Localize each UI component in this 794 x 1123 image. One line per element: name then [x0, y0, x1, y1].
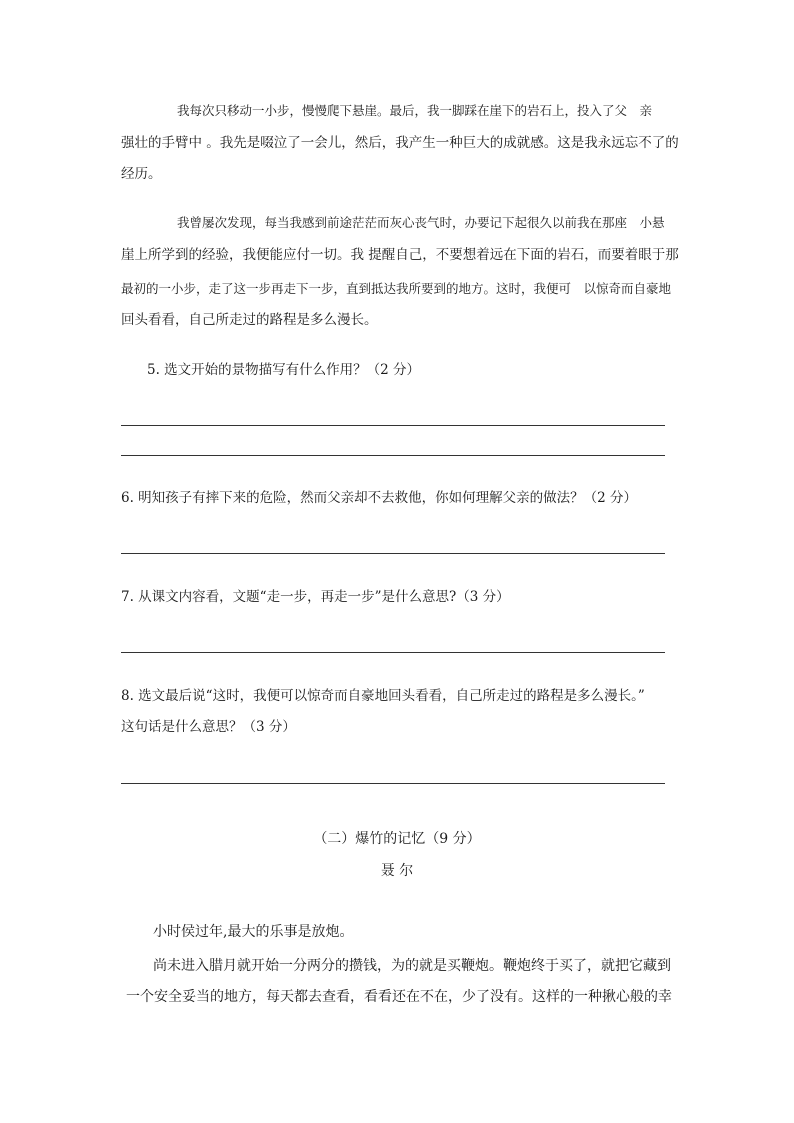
question-8: 8. 选文最后说“这时，我便可以惊奇而自豪地回头看看，自己所走过的路程是多么漫长。”	[121, 688, 645, 704]
article-line: 小时侯过年,最大的乐事是放炮。	[153, 924, 354, 940]
question-6: 6. 明知孩子有摔下来的危险，然而父亲却不去救他，你如何理解父亲的做法？（2 分）	[121, 490, 638, 506]
passage-line: 回头看看，自己所走过的路程是多么漫长。	[121, 312, 378, 328]
answer-line[interactable]	[121, 425, 665, 426]
question-8-continued: 这句话是什么意思？（3 分）	[121, 719, 296, 735]
answer-line[interactable]	[121, 455, 665, 456]
passage-line: 我每次只移动一小步，慢慢爬下悬崖。最后，我一脚踩在崖下的岩石上，投入了父 亲	[177, 103, 653, 118]
answer-line[interactable]	[121, 652, 665, 653]
article-line: 一个安全妥当的地方，每天都去查看，看看还在不在，少了没有。这样的一种揪心般的幸	[126, 989, 672, 1005]
article-line: 尚未进入腊月就开始一分两分的攒钱，为的就是买鞭炮。鞭炮终于买了，就把它藏到	[153, 958, 671, 974]
answer-line[interactable]	[121, 783, 665, 784]
passage-line: 经历。	[121, 166, 162, 182]
answer-line[interactable]	[121, 553, 665, 554]
section-title: （二）爆竹的记忆（9 分）	[313, 831, 481, 847]
passage-line: 强壮的手臂中 。我先是啜泣了一会儿，然后，我产生一种巨大的成就感。这是我永远忘不了的	[121, 135, 679, 151]
passage-line: 崖上所学到的经验，我便能应付一切。我 提醒自己，不要想着远在下面的岩石，而要着眼于那	[121, 247, 679, 263]
author-name: 聂 尔	[380, 863, 414, 879]
question-5: 5. 选文开始的景物描写有什么作用？（2 分）	[147, 362, 421, 378]
passage-line: 最初的一小步，走了这一步再走下一步，直到抵达我所要到的地方。这时，我便可 以惊奇而自豪地	[121, 281, 672, 296]
question-7: 7. 从课文内容看，文题“走一步，再走一步”是什么意思?（3 分）	[121, 589, 510, 605]
passage-line: 我曾屡次发现，每当我感到前途茫茫而灰心丧气时，办要记下起很久以前我在那座 小悬	[177, 215, 665, 230]
